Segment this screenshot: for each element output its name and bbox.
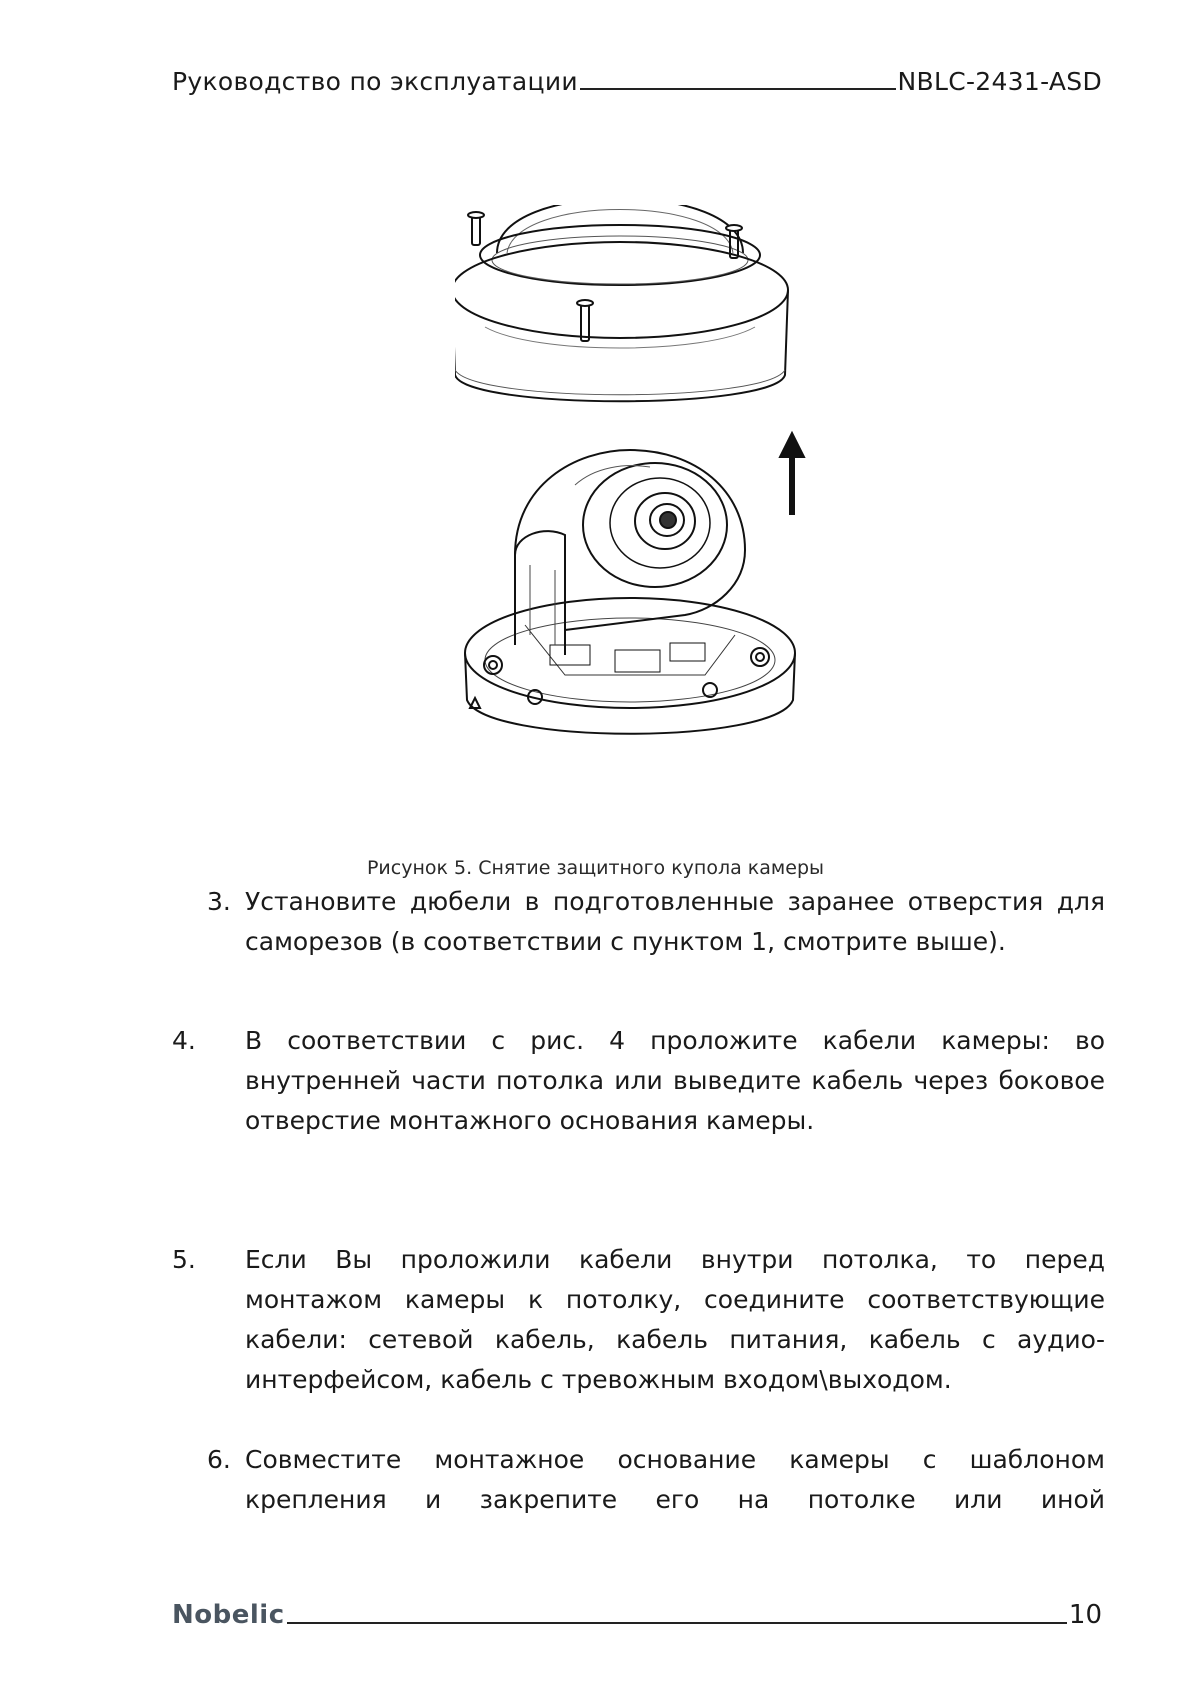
dome-removal-illustration <box>455 205 875 815</box>
camera-module <box>515 450 745 655</box>
page-footer <box>172 1590 1102 1630</box>
header-rule <box>580 88 896 90</box>
footer-rule <box>287 1622 1067 1624</box>
step-text: В соответствии с рис. 4 проложите кабели камеры: во внутренней части потолка или выведите кабель через боковое отверстие монтажного основания камеры. <box>245 1026 1105 1135</box>
step-number: 3. <box>207 887 231 916</box>
arrow-up-icon <box>780 433 804 515</box>
step-text: Совместите монтажное основание камеры с шаблоном крепления и закрепите его на потолке или иной <box>245 1445 1105 1514</box>
brand-name: Nobelic <box>172 1600 285 1630</box>
step-number: 6. <box>207 1445 231 1474</box>
figure-caption: Рисунок 5. Снятие защитного купола камеры <box>366 857 825 879</box>
step-number: 5. <box>172 1245 196 1274</box>
step-text: Если Вы проложили кабели внутри потолка, то перед монтажом камеры к потолку, соедините соответствующие кабели: сетевой кабель, кабель питания, кабель с аудио-интерфейсом, кабель с тревожным входом\выходом. <box>245 1245 1105 1394</box>
model-number: NBLC-2431-ASD <box>897 67 1102 96</box>
page-number: 10 <box>1068 1600 1102 1630</box>
step-text: Установите дюбели в подготовленные заранее отверстия для саморезов (в соответствии с пунктом 1, смотрите выше). <box>245 887 1105 956</box>
document-title: Руководство по эксплуатации <box>172 67 578 96</box>
page-header <box>172 56 1102 96</box>
dome-cover <box>455 205 788 401</box>
step-number: 4. <box>172 1026 196 1055</box>
